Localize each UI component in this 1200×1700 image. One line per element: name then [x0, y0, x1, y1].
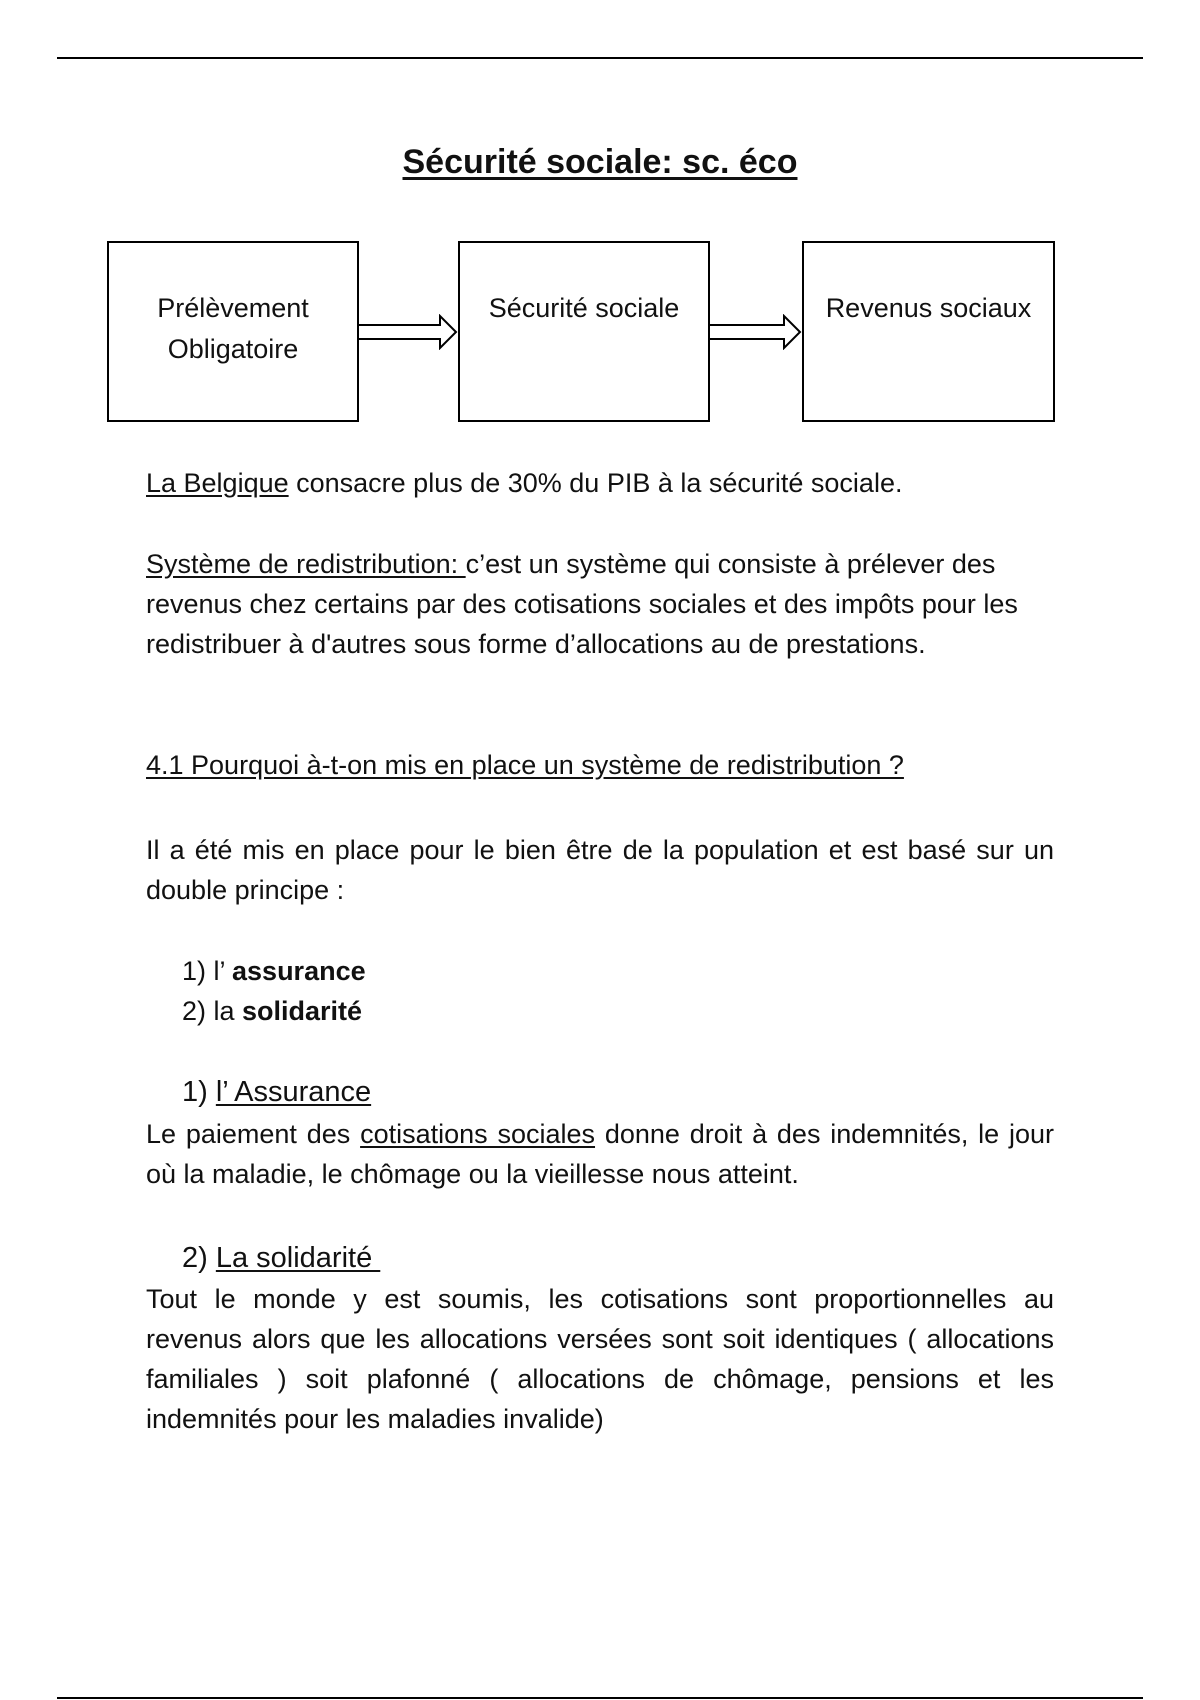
principle-term-solidarite: solidarité — [242, 996, 363, 1026]
redistribution-term: Système de redistribution: — [146, 549, 466, 579]
header-rule — [57, 57, 1143, 59]
principle-term-assurance: assurance — [232, 956, 366, 986]
page-title: Sécurité sociale: sc. éco — [402, 143, 798, 181]
solidarite-heading: 2) La solidarité — [182, 1242, 381, 1274]
assurance-heading-text: l’ Assurance — [215, 1076, 372, 1108]
principle-item-2: 2) la solidarité — [182, 996, 363, 1026]
arrow-right-icon — [359, 314, 458, 350]
box-revenus-sociaux — [802, 241, 1055, 422]
assurance-text: Le paiement des cotisations sociales donne droit à des indemnités, le jour où la maladie, le chômage ou la vieillesse nous atteint. — [146, 1119, 1054, 1189]
box-prelevement-line2: Obligatoire — [167, 334, 299, 364]
paragraph-intro: Il a été mis en place pour le bien être de la population et est basé sur un double principe : — [146, 835, 1054, 905]
redistribution-text: c’est un système qui consiste à prélever des revenus chez certains par des cotisations sociales et des impôts pour les redistribuer à d'autres sous forme d’allocations au de prestations. — [146, 549, 1018, 659]
belgique-text: consacre plus de 30% du PIB à la sécurité sociale. — [288, 468, 903, 498]
box-securite-sociale — [458, 241, 710, 422]
footer-rule — [57, 1697, 1143, 1699]
arrow-right-icon — [710, 314, 802, 350]
solidarite-heading-text: La solidarité — [215, 1242, 381, 1274]
section-heading: 4.1 Pourquoi à-t-on mis en place un système de redistribution ? — [146, 750, 904, 780]
belgique-term: La Belgique — [146, 468, 289, 498]
assurance-heading: 1) l’ Assurance — [182, 1076, 372, 1108]
box-prelevement-line1: Prélèvement — [157, 293, 309, 323]
paragraph-redistribution — [146, 544, 1054, 664]
solidarite-text: Tout le monde y est soumis, les cotisations sont proportionnelles au revenus alors que les allocations versées sont soit identiques ( allocations familiales ) soit plafonné ( allocations de chômage, pensions et les indemnités pour les maladies invalide) — [146, 1284, 1054, 1434]
principle-item-1: 1) l’ assurance — [182, 956, 366, 986]
box-securite-sociale-label: Sécurité sociale — [488, 293, 680, 323]
box-revenus-sociaux-label: Revenus sociaux — [825, 293, 1032, 323]
paragraph-belgique — [146, 463, 1054, 503]
cotisations-sociales-term: cotisations sociales — [360, 1119, 596, 1149]
box-prelevement — [107, 241, 359, 422]
